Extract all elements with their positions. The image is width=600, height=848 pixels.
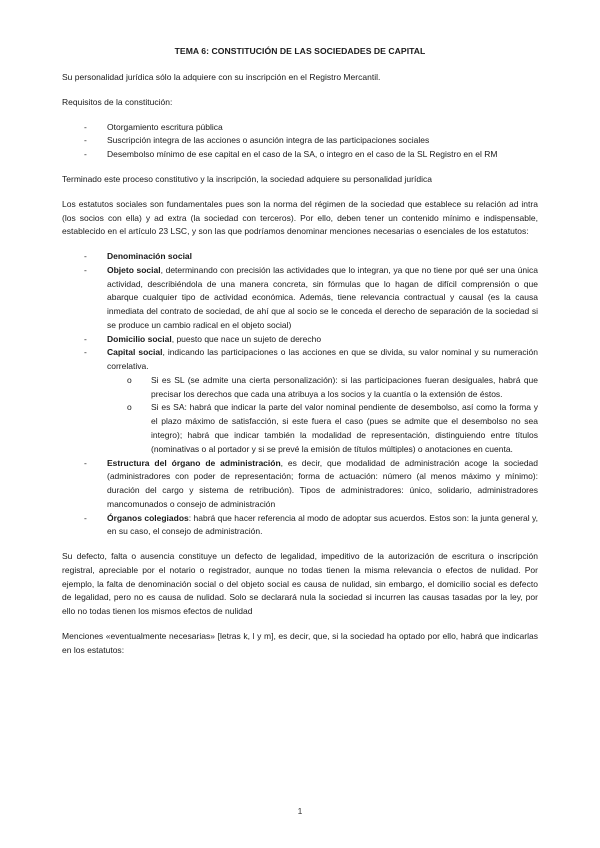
sub-list-item-sl	[107, 374, 538, 402]
term-label: Denominación social	[107, 251, 193, 262]
sub-list-item-label: Si es SA: habrá que indicar la parte del valor nominal pendiente de desembolso, así como la forma y el plazo máximo de satisfacción, si este fuera el caso (pues se admite que el desembolso no sea integro); habrá que indicar también la modalidad de representación, distinguiendo entre títulos (nominativas o al portador y si se prevé la emisión de títulos múltiples) o anotaciones en cuenta.	[151, 402, 538, 454]
paragraph-terminado-proceso: Terminado este proceso constitutivo y la inscripción, la sociedad adquiere su personalidad jurídica	[62, 174, 433, 184]
capital-social-sublist	[107, 374, 538, 457]
term-description: , puesto que nace un sujeto de derecho	[171, 333, 322, 344]
term-label: Órganos colegiados	[107, 512, 189, 523]
dash-bullet-icon: -	[84, 347, 87, 358]
paragraph-estatutos-sociales: Los estatutos sociales son fundamentales pues son la norma del régimen de la sociedad que establece su relación ad intra (los socios con ella) y ad extra (la sociedad con terceros). Por ello, deben tener un contenido mínimo e indispensable, establecido en el artículo 23 LSC, y son las que podríamos denominar menciones necesarias o esenciales de los estatutos:	[62, 198, 538, 237]
list-item-label: Otorgamiento escritura pública	[107, 121, 223, 132]
list-item-domicilio-social	[62, 333, 538, 347]
circle-bullet-icon: o	[127, 374, 132, 385]
circle-bullet-icon: o	[127, 402, 132, 413]
dash-bullet-icon: -	[84, 512, 87, 523]
dash-bullet-icon: -	[84, 251, 87, 262]
term-label: Domicilio social	[107, 333, 172, 344]
list-item	[62, 134, 538, 148]
page-number: 1	[297, 806, 303, 816]
document-content	[62, 46, 538, 669]
list-item	[62, 121, 538, 135]
list-item-label: Desembolso mínimo de ese capital en el caso de la SA, o integro en el caso de la SL Registro en el RM	[107, 149, 498, 160]
list-item-label: Suscripción integra de las acciones o asunción integra de las participaciones sociales	[107, 135, 430, 146]
sub-list-item-label: Si es SL (se admite una cierta personalización): si las participaciones fueran desiguales, habrá que precisar los derechos que cada una atribuya a los socios y la cuantía o la extensión de éstos.	[151, 374, 538, 399]
dash-bullet-icon: -	[84, 264, 87, 275]
dash-bullet-icon: -	[84, 149, 87, 160]
term-description: , es decir, que modalidad de administración acoge la sociedad (administradores con poder de representación; forma de actuación: número (al menos máximo y mínimo): duración del cargo y sistema de retribución). Tipos de administradores: único, solidario, administradores mancomunados o consejo de administración	[107, 457, 538, 509]
menciones-esenciales-list	[62, 250, 538, 539]
paragraph-su-defecto: Su defecto, falta o ausencia constituye un defecto de legalidad, impeditivo de la autorización de escritura o inscripción registral, apreciable por el notario o registrador, aunque no todas tienen la misma relevancia o efectos de nulidad. Por ejemplo, la falta de denominación social o del objeto social es causa de nulidad, sin embargo, el domicilio social es defecto de legalidad, pero no es causa de nulidad. Solo se declarará nula la sociedad si incurren las causas tasadas por la ley, por ello no todas tienen los mismos efectos de nulidad	[62, 551, 538, 617]
list-item-capital-social	[62, 346, 538, 456]
heading-requisitos: Requisitos de la constitución:	[62, 96, 173, 107]
term-description: , determinando con precisión las actividades que lo integran, ya que no tiene por qué ser una única actividad, describiéndola de una manera concreta, sin fórmulas que lo hagan de difícil comprensión o que abarque cualquier tipo de actividad económica. Además, tiene relevancia contractual y causal (es la causa inmediata del contrato de sociedad, de ahí que al socio se le conceda el derecho de separación de la sociedad si se produce un cambio radical en el objeto social)	[107, 264, 538, 330]
list-item-denominacion-social	[62, 250, 538, 264]
sub-list-item-sa	[107, 401, 538, 456]
paragraph-menciones-eventualmente-necesarias: Menciones «eventualmente necesarias» [letras k, l y m], es decir, que, si la sociedad ha optado por ello, habrá que indicarlas en los estatutos:	[62, 630, 538, 655]
term-description: , indicando las participaciones o las acciones en que se divida, su valor nominal y su numeración correlativa.	[107, 347, 538, 372]
requisitos-list	[62, 121, 538, 162]
paragraph-personalidad-juridica: Su personalidad jurídica sólo la adquiere con su inscripción en el Registro Mercantil.	[62, 72, 381, 83]
list-item	[62, 148, 538, 162]
dash-bullet-icon: -	[84, 121, 87, 132]
dash-bullet-icon: -	[84, 457, 87, 468]
term-label: Capital social	[107, 347, 163, 358]
term-label: Estructura del órgano de administración	[107, 457, 281, 468]
term-description: : habrá que hacer referencia al modo de adoptar sus acuerdos. Estos son: la junta general y, en su caso, el consejo de administración.	[107, 512, 538, 537]
term-label: Objeto social	[107, 264, 161, 275]
dash-bullet-icon: -	[84, 135, 87, 146]
page-title: TEMA 6: CONSTITUCIÓN DE LAS SOCIEDADES DE CAPITAL	[174, 46, 426, 56]
list-item-estructura-organo-administracion	[62, 457, 538, 512]
list-item-objeto-social	[62, 264, 538, 333]
dash-bullet-icon: -	[84, 333, 87, 344]
list-item-organos-colegiados	[62, 512, 538, 540]
